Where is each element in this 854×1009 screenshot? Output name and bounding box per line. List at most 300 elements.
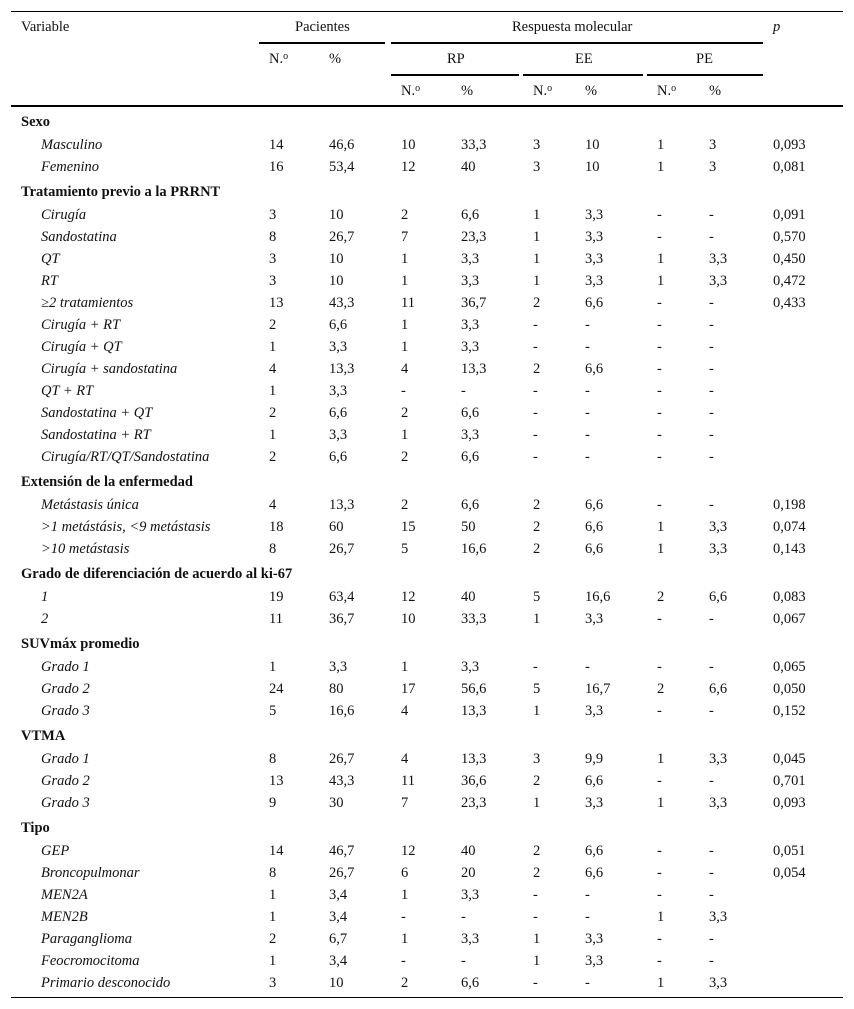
cell-ee-pct: 3,3 [585, 930, 604, 947]
cell-rp-pct: 3,3 [461, 316, 480, 333]
cell-p-value [773, 336, 843, 358]
cell-pe-n: - [657, 228, 662, 245]
cell-ee-n: - [533, 908, 538, 925]
cell-pacientes-n: 1 [269, 338, 277, 355]
cell-ee-n: - [533, 426, 538, 443]
cell-pacientes-pct: 6,6 [329, 448, 348, 465]
cell-ee-n: 2 [533, 496, 541, 513]
cell-pacientes-n: 4 [269, 496, 277, 513]
cell-rp-n: 1 [401, 316, 409, 333]
cell-pe-pct: 6,6 [709, 588, 728, 605]
cell-variable: Cirugía + QT [41, 338, 122, 355]
cell-ee-n: 1 [533, 794, 541, 811]
cell-pe-pct: 3,3 [709, 540, 728, 557]
cell-pe-n: - [657, 702, 662, 719]
cell-rp-n: 2 [401, 496, 409, 513]
table-row [11, 748, 843, 770]
cell-ee-pct: 3,3 [585, 610, 604, 627]
cell-pacientes-n: 24 [269, 680, 284, 697]
cell-ee-pct: 6,6 [585, 360, 604, 377]
cell-ee-pct: - [585, 886, 590, 903]
cell-rp-n: - [401, 908, 406, 925]
cell-rp-pct: 3,3 [461, 658, 480, 675]
cell-pe-n: 1 [657, 794, 665, 811]
header-pacientes-pct: % [329, 51, 342, 67]
section-title: Extensión de la enfermedad [21, 473, 193, 490]
cell-pe-n: 1 [657, 158, 665, 175]
table-row [11, 494, 843, 516]
cell-pe-n: - [657, 930, 662, 947]
cell-pe-n: 1 [657, 908, 665, 925]
table-row [11, 314, 843, 336]
cell-ee-n: - [533, 338, 538, 355]
cell-p-value [773, 402, 843, 424]
table-row [11, 928, 843, 950]
cell-rp-n: 4 [401, 750, 409, 767]
cell-pe-pct: - [709, 886, 714, 903]
cell-variable: Femenino [41, 158, 99, 175]
cell-rp-n: 7 [401, 228, 409, 245]
cell-pacientes-pct: 13,3 [329, 496, 355, 513]
cell-ee-pct: 10 [585, 158, 600, 175]
cell-ee-n: 5 [533, 680, 541, 697]
cell-ee-n: 1 [533, 952, 541, 969]
cell-variable: Grado 1 [41, 658, 90, 675]
cell-rp-pct: 6,6 [461, 496, 480, 513]
header-pacientes-no [269, 50, 288, 68]
cell-rp-n: 1 [401, 338, 409, 355]
cell-rp-pct: 33,3 [461, 136, 487, 153]
table-bottom-rule [11, 997, 843, 998]
section-title: VTMA [21, 727, 66, 744]
cell-pe-pct: 3,3 [709, 794, 728, 811]
cell-p-value: 0,054 [773, 864, 806, 881]
cell-variable: Metástasis única [41, 496, 139, 513]
cell-p-value [773, 380, 843, 402]
cell-rp-pct: 3,3 [461, 930, 480, 947]
cell-ee-n: 1 [533, 272, 541, 289]
cell-pacientes-pct: 46,6 [329, 136, 355, 153]
cell-pe-n: 1 [657, 974, 665, 991]
table-row [11, 248, 843, 270]
cell-rp-pct: 3,3 [461, 338, 480, 355]
cell-p-value: 0,093 [773, 794, 806, 811]
cell-pacientes-pct: 10 [329, 974, 344, 991]
section-header [11, 108, 843, 134]
cell-ee-n: - [533, 316, 538, 333]
cell-rp-pct: 6,6 [461, 404, 480, 421]
cell-rp-pct: 16,6 [461, 540, 487, 557]
cell-rp-pct: 23,3 [461, 228, 487, 245]
cell-pacientes-n: 3 [269, 272, 277, 289]
table-body [11, 108, 843, 994]
cell-ee-pct: 3,3 [585, 794, 604, 811]
cell-pacientes-pct: 26,7 [329, 540, 355, 557]
cell-ee-pct: 10 [585, 136, 600, 153]
cell-rp-n: 2 [401, 206, 409, 223]
cell-pacientes-n: 9 [269, 794, 277, 811]
cell-pe-pct: - [709, 952, 714, 969]
cell-pacientes-n: 8 [269, 750, 277, 767]
cell-rp-pct: 3,3 [461, 886, 480, 903]
cell-pacientes-pct: 46,7 [329, 842, 355, 859]
cell-p-value [773, 446, 843, 468]
cell-pacientes-pct: 3,3 [329, 382, 348, 399]
no-superscript: o [547, 83, 553, 94]
cell-ee-pct: 6,6 [585, 294, 604, 311]
header-bottom-rule [11, 105, 843, 107]
cell-variable: Cirugía + RT [41, 316, 121, 333]
cell-pacientes-n: 4 [269, 360, 277, 377]
cell-pe-pct: - [709, 294, 714, 311]
cell-variable: Sandostatina + QT [41, 404, 153, 421]
cell-rp-pct: 13,3 [461, 360, 487, 377]
cell-pacientes-pct: 43,3 [329, 294, 355, 311]
cell-pe-pct: - [709, 610, 714, 627]
cell-ee-pct: - [585, 426, 590, 443]
cell-pe-pct: - [709, 316, 714, 333]
cell-variable: 1 [41, 588, 49, 605]
cell-pacientes-n: 13 [269, 772, 284, 789]
cell-pacientes-pct: 10 [329, 250, 344, 267]
section-header [11, 630, 843, 656]
cell-ee-pct: 3,3 [585, 228, 604, 245]
cell-ee-pct: - [585, 382, 590, 399]
table-row [11, 204, 843, 226]
cell-variable: Grado 1 [41, 750, 90, 767]
cell-p-value: 0,065 [773, 658, 806, 675]
table-row [11, 516, 843, 538]
cell-rp-pct: 40 [461, 588, 476, 605]
cell-pe-n: - [657, 360, 662, 377]
cell-ee-pct: 9,9 [585, 750, 604, 767]
cell-pacientes-pct: 3,4 [329, 908, 348, 925]
table-row [11, 792, 843, 814]
cell-pe-n: - [657, 772, 662, 789]
cell-rp-n: 1 [401, 426, 409, 443]
cell-ee-n: 2 [533, 518, 541, 535]
cell-pacientes-pct: 26,7 [329, 750, 355, 767]
cell-rp-pct: 13,3 [461, 702, 487, 719]
cell-pe-n: - [657, 338, 662, 355]
table-row [11, 538, 843, 560]
table-row [11, 270, 843, 292]
cell-p-value: 0,450 [773, 250, 806, 267]
cell-pe-n: - [657, 404, 662, 421]
cell-pacientes-n: 3 [269, 974, 277, 991]
cell-ee-n: 1 [533, 930, 541, 947]
cell-ee-n: 3 [533, 136, 541, 153]
cell-pe-pct: - [709, 772, 714, 789]
cell-rp-n: 4 [401, 360, 409, 377]
cell-variable: Grado 2 [41, 772, 90, 789]
cell-pe-n: - [657, 864, 662, 881]
section-title: Tipo [21, 819, 50, 836]
table-row [11, 608, 843, 630]
cell-ee-n: 2 [533, 294, 541, 311]
cell-variable: Sandostatina + RT [41, 426, 151, 443]
table-row [11, 770, 843, 792]
section-header [11, 468, 843, 494]
section-header [11, 560, 843, 586]
table-row [11, 380, 843, 402]
cell-pe-n: - [657, 952, 662, 969]
cell-variable: Cirugía/RT/QT/Sandostatina [41, 448, 210, 465]
cell-ee-pct: - [585, 908, 590, 925]
cell-variable: Grado 3 [41, 702, 90, 719]
cell-pacientes-pct: 80 [329, 680, 344, 697]
cell-ee-pct: - [585, 658, 590, 675]
cell-rp-pct: 56,6 [461, 680, 487, 697]
section-title: Grado de diferenciación de acuerdo al ki-67 [21, 565, 293, 582]
cell-pe-n: - [657, 294, 662, 311]
cell-rp-pct: 23,3 [461, 794, 487, 811]
cell-pe-pct: - [709, 206, 714, 223]
cell-variable: MEN2B [41, 908, 88, 925]
cell-ee-pct: 3,3 [585, 272, 604, 289]
cell-pe-n: - [657, 206, 662, 223]
table-row [11, 840, 843, 862]
header-ee: EE [575, 51, 593, 67]
table-row [11, 972, 843, 994]
cell-rp-n: 1 [401, 886, 409, 903]
cell-ee-n: - [533, 886, 538, 903]
cell-rp-n: 17 [401, 680, 416, 697]
cell-p-value [773, 972, 843, 994]
cell-rp-n: 6 [401, 864, 409, 881]
cell-p-value: 0,472 [773, 272, 806, 289]
cell-variable: Cirugía + sandostatina [41, 360, 178, 377]
section-title: SUVmáx promedio [21, 635, 140, 652]
table-top-rule [11, 11, 843, 12]
cell-p-value: 0,433 [773, 294, 806, 311]
cell-rp-n: 10 [401, 136, 416, 153]
cell-pe-pct: 3 [709, 136, 717, 153]
cell-pe-pct: 3,3 [709, 250, 728, 267]
cell-pacientes-pct: 36,7 [329, 610, 355, 627]
cell-variable: RT [41, 272, 58, 289]
cell-pe-pct: 3,3 [709, 518, 728, 535]
cell-variable: Paraganglioma [41, 930, 133, 947]
table-row [11, 884, 843, 906]
cell-rp-n: 1 [401, 658, 409, 675]
cell-p-value [773, 928, 843, 950]
cell-pacientes-n: 2 [269, 316, 277, 333]
cell-pacientes-pct: 3,3 [329, 338, 348, 355]
no-label: N. [401, 83, 416, 99]
respuesta-rule [391, 42, 763, 44]
cell-pe-pct: - [709, 842, 714, 859]
cell-p-value [773, 950, 843, 972]
no-label: N. [269, 51, 284, 67]
cell-rp-n: 11 [401, 772, 415, 789]
table-row [11, 134, 843, 156]
cell-pacientes-n: 13 [269, 294, 284, 311]
cell-ee-n: 2 [533, 360, 541, 377]
cell-pacientes-n: 11 [269, 610, 283, 627]
cell-variable: >1 metástásis, <9 metástasis [41, 518, 211, 535]
cell-pacientes-pct: 3,4 [329, 952, 348, 969]
cell-variable: Broncopulmonar [41, 864, 140, 881]
cell-variable: MEN2A [41, 886, 88, 903]
section-title: Sexo [21, 113, 50, 130]
cell-rp-n: 2 [401, 974, 409, 991]
cell-ee-n: 1 [533, 702, 541, 719]
cell-ee-n: 5 [533, 588, 541, 605]
cell-variable: GEP [41, 842, 70, 859]
cell-rp-pct: 6,6 [461, 206, 480, 223]
cell-ee-pct: 3,3 [585, 952, 604, 969]
cell-p-value: 0,152 [773, 702, 806, 719]
cell-p-value: 0,143 [773, 540, 806, 557]
cell-rp-pct: 6,6 [461, 448, 480, 465]
cell-pacientes-n: 2 [269, 404, 277, 421]
cell-variable: QT + RT [41, 382, 94, 399]
no-superscript: o [415, 83, 421, 94]
cell-rp-n: 5 [401, 540, 409, 557]
cell-rp-n: 12 [401, 588, 416, 605]
cell-pacientes-pct: 43,3 [329, 772, 355, 789]
cell-rp-n: 15 [401, 518, 416, 535]
cell-pacientes-n: 18 [269, 518, 284, 535]
table-row [11, 678, 843, 700]
table-row [11, 862, 843, 884]
header-rp-pct: % [461, 83, 474, 99]
cell-pacientes-pct: 26,7 [329, 864, 355, 881]
cell-rp-pct: - [461, 952, 466, 969]
cell-ee-n: 1 [533, 610, 541, 627]
cell-p-value: 0,093 [773, 136, 806, 153]
cell-pe-pct: - [709, 496, 714, 513]
cell-variable: 2 [41, 610, 49, 627]
cell-rp-n: 4 [401, 702, 409, 719]
cell-ee-pct: 6,6 [585, 496, 604, 513]
cell-rp-pct: 50 [461, 518, 476, 535]
cell-pe-pct: - [709, 658, 714, 675]
cell-pe-n: 1 [657, 518, 665, 535]
cell-rp-pct: 13,3 [461, 750, 487, 767]
cell-pe-n: 1 [657, 750, 665, 767]
pacientes-rule [259, 42, 385, 44]
header-rp-no [401, 82, 420, 100]
section-header [11, 814, 843, 840]
no-superscript: o [283, 51, 289, 62]
cell-ee-pct: - [585, 974, 590, 991]
cell-pacientes-pct: 16,6 [329, 702, 355, 719]
cell-pe-pct: - [709, 228, 714, 245]
cell-pacientes-n: 19 [269, 588, 284, 605]
cell-ee-n: 1 [533, 250, 541, 267]
cell-pe-n: 1 [657, 136, 665, 153]
cell-ee-pct: 6,6 [585, 518, 604, 535]
cell-pacientes-n: 14 [269, 842, 284, 859]
cell-variable: >10 metástasis [41, 540, 130, 557]
header-p-value: p [773, 19, 781, 35]
cell-ee-n: 3 [533, 158, 541, 175]
cell-pe-pct: - [709, 864, 714, 881]
header-pe-pct: % [709, 83, 722, 99]
cell-ee-n: 3 [533, 750, 541, 767]
cell-ee-pct: 6,6 [585, 772, 604, 789]
cell-pe-n: 1 [657, 272, 665, 289]
cell-pe-n: 2 [657, 680, 665, 697]
cell-rp-pct: - [461, 908, 466, 925]
cell-pe-pct: - [709, 448, 714, 465]
cell-p-value [773, 884, 843, 906]
cell-p-value: 0,081 [773, 158, 806, 175]
table-row [11, 292, 843, 314]
cell-rp-n: 2 [401, 404, 409, 421]
cell-ee-n: 1 [533, 228, 541, 245]
cell-ee-pct: 3,3 [585, 206, 604, 223]
cell-pe-pct: - [709, 702, 714, 719]
cell-pacientes-n: 1 [269, 382, 277, 399]
cell-ee-pct: 6,6 [585, 540, 604, 557]
cell-pe-pct: - [709, 338, 714, 355]
no-superscript: o [671, 83, 677, 94]
cell-pacientes-n: 16 [269, 158, 284, 175]
cell-pacientes-pct: 3,3 [329, 426, 348, 443]
cell-variable: Cirugía [41, 206, 87, 223]
cell-pacientes-n: 1 [269, 952, 277, 969]
table-row [11, 358, 843, 380]
table-row [11, 156, 843, 178]
cell-pe-n: - [657, 842, 662, 859]
cell-rp-n: 1 [401, 272, 409, 289]
cell-pe-n: 2 [657, 588, 665, 605]
cell-ee-pct: 3,3 [585, 702, 604, 719]
header-pe-no [657, 82, 676, 100]
section-title: Tratamiento previo a la PRRNT [21, 183, 221, 200]
cell-p-value [773, 424, 843, 446]
cell-pe-n: - [657, 886, 662, 903]
ee-rule [523, 74, 643, 76]
cell-pe-pct: - [709, 930, 714, 947]
cell-pe-n: 1 [657, 540, 665, 557]
cell-ee-pct: - [585, 448, 590, 465]
header-respuesta-molecular: Respuesta molecular [512, 19, 633, 35]
cell-pacientes-pct: 6,7 [329, 930, 348, 947]
cell-pacientes-n: 1 [269, 886, 277, 903]
cell-ee-n: 2 [533, 842, 541, 859]
cell-pacientes-n: 14 [269, 136, 284, 153]
cell-ee-pct: 6,6 [585, 864, 604, 881]
table-row [11, 906, 843, 928]
cell-pe-pct: 6,6 [709, 680, 728, 697]
cell-p-value: 0,074 [773, 518, 806, 535]
cell-rp-n: 12 [401, 842, 416, 859]
cell-pacientes-n: 5 [269, 702, 277, 719]
cell-variable: Feocromocitoma [41, 952, 140, 969]
header-pacientes: Pacientes [295, 19, 350, 35]
pe-rule [647, 74, 763, 76]
cell-pacientes-n: 8 [269, 540, 277, 557]
cell-p-value [773, 358, 843, 380]
cell-p-value: 0,051 [773, 842, 806, 859]
cell-pe-pct: 3,3 [709, 272, 728, 289]
table-row [11, 424, 843, 446]
cell-pacientes-n: 2 [269, 930, 277, 947]
rp-rule [391, 74, 519, 76]
cell-rp-n: 11 [401, 294, 415, 311]
cell-variable: ≥2 tratamientos [41, 294, 134, 311]
cell-pacientes-pct: 26,7 [329, 228, 355, 245]
cell-pe-pct: 3,3 [709, 908, 728, 925]
cell-rp-pct: 40 [461, 158, 476, 175]
cell-ee-n: - [533, 658, 538, 675]
cell-ee-pct: 3,3 [585, 250, 604, 267]
cell-variable: QT [41, 250, 60, 267]
